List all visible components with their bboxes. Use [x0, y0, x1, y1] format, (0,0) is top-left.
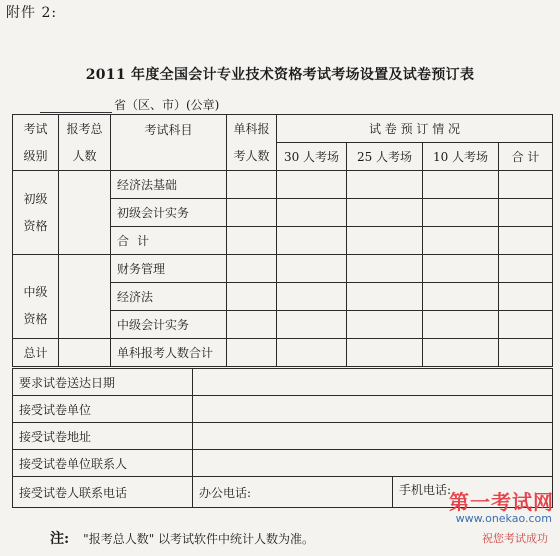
cell[interactable] — [499, 255, 553, 283]
province-label: 省（区、市）(公章) — [114, 98, 220, 112]
unit-label: 接受试卷单位 — [13, 396, 193, 423]
cell[interactable] — [423, 171, 499, 199]
watermark-slogan: 祝您考试成功 — [482, 532, 548, 545]
intermediate-total-cell[interactable] — [59, 255, 111, 339]
order-table — [12, 114, 553, 367]
cell[interactable] — [347, 311, 423, 339]
cell[interactable] — [277, 227, 347, 255]
cell[interactable] — [227, 171, 277, 199]
junior-subject-1: 经济法基础 — [111, 171, 227, 199]
header-total-line1: 报考总 — [66, 121, 103, 136]
total-label: 总计 — [13, 339, 59, 367]
cell[interactable] — [277, 283, 347, 311]
footnote-label: 注: — [50, 531, 70, 547]
mobile-phone-label: 手机电话: — [399, 483, 452, 497]
province-line — [40, 96, 219, 113]
cell[interactable] — [277, 171, 347, 199]
cell[interactable] — [499, 311, 553, 339]
cell[interactable] — [499, 283, 553, 311]
grand-total-cell[interactable] — [59, 339, 111, 367]
header-subject: 考试科目 — [111, 115, 227, 171]
cell[interactable] — [277, 339, 347, 367]
header-room10: 10 人考场 — [423, 143, 499, 171]
site-watermark — [428, 486, 560, 552]
header-order-group: 试 卷 预 订 情 况 — [277, 115, 553, 143]
contact-field[interactable] — [193, 450, 553, 477]
cell[interactable] — [227, 311, 277, 339]
header-total — [59, 115, 111, 171]
cell[interactable] — [227, 227, 277, 255]
cell[interactable] — [227, 199, 277, 227]
cell[interactable] — [347, 171, 423, 199]
total-subject: 单科报考人数合计 — [111, 339, 227, 367]
header-room25: 25 人考场 — [347, 143, 423, 171]
cell[interactable] — [347, 227, 423, 255]
cell[interactable] — [423, 199, 499, 227]
junior-subject-2: 初级会计实务 — [111, 199, 227, 227]
junior-subject-3 — [111, 227, 227, 255]
cell[interactable] — [499, 339, 553, 367]
watermark-site-name: 第一考试网 — [449, 490, 554, 514]
office-phone-label: 办公电话: — [199, 485, 252, 500]
cell[interactable] — [499, 171, 553, 199]
office-phone-field[interactable] — [193, 477, 393, 508]
junior-level-line2: 资格 — [23, 218, 48, 233]
cell[interactable] — [423, 311, 499, 339]
intermediate-level-line2: 资格 — [23, 311, 48, 326]
intermediate-level — [13, 255, 59, 339]
cell[interactable] — [227, 339, 277, 367]
phone-label: 接受试卷人联系电话 — [13, 477, 193, 508]
attachment-label: 附件 2: — [6, 5, 58, 21]
cell[interactable] — [277, 199, 347, 227]
header-single-line2: 考人数 — [233, 148, 270, 163]
footnote-text: "报考总人数" 以考试软件中统计人数为准。 — [83, 532, 315, 546]
cell[interactable] — [227, 283, 277, 311]
header-level — [13, 115, 59, 171]
address-label: 接受试卷地址 — [13, 423, 193, 450]
province-blank — [40, 100, 112, 113]
cell[interactable] — [423, 255, 499, 283]
junior-level — [13, 171, 59, 255]
cell[interactable] — [423, 227, 499, 255]
junior-level-line1: 初级 — [23, 191, 48, 206]
footnote — [50, 528, 314, 548]
deadline-label: 要求试卷送达日期 — [13, 369, 193, 396]
cell[interactable] — [423, 283, 499, 311]
deadline-field[interactable] — [193, 369, 553, 396]
header-room30: 30 人考场 — [277, 143, 347, 171]
header-sum: 合 计 — [499, 143, 553, 171]
cell[interactable] — [277, 311, 347, 339]
cell[interactable] — [277, 255, 347, 283]
contact-label: 接受试卷单位联系人 — [13, 450, 193, 477]
header-level-line1: 考试 — [23, 121, 48, 136]
intermediate-subject-2: 经济法 — [111, 283, 227, 311]
cell[interactable] — [347, 255, 423, 283]
watermark-url: www.onekao.com — [455, 512, 552, 525]
intermediate-subject-3: 中级会计实务 — [111, 311, 227, 339]
header-single-line1: 单科报 — [233, 121, 270, 136]
cell[interactable] — [347, 339, 423, 367]
header-level-line2: 级别 — [23, 148, 48, 163]
intermediate-level-line1: 中级 — [23, 284, 48, 299]
intermediate-subject-1: 财务管理 — [111, 255, 227, 283]
junior-total-cell[interactable] — [59, 171, 111, 255]
cell[interactable] — [227, 255, 277, 283]
unit-field[interactable] — [193, 396, 553, 423]
form-title: 2011 年度全国会计专业技术资格考试考场设置及试卷预订表 — [85, 67, 475, 83]
cell[interactable] — [347, 199, 423, 227]
cell[interactable] — [423, 339, 499, 367]
cell[interactable] — [499, 227, 553, 255]
cell[interactable] — [499, 199, 553, 227]
cell[interactable] — [347, 283, 423, 311]
address-field[interactable] — [193, 423, 553, 450]
junior-subtotal-label: 合计 — [117, 234, 158, 248]
header-total-line2: 人数 — [72, 148, 97, 163]
header-single — [227, 115, 277, 171]
